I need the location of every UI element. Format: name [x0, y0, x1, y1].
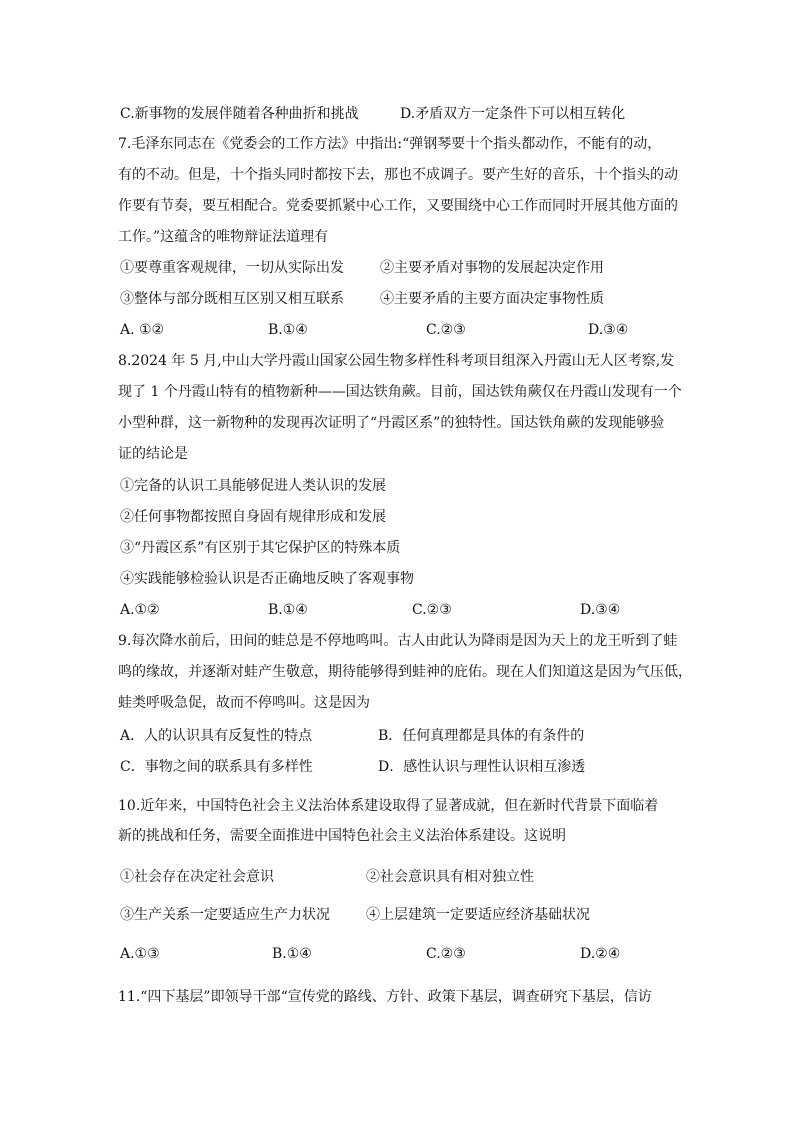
- q8-stem-line: 现了 1 个丹霞山特有的植物新种——国达铁角蕨。目前，国达铁角蕨仅在丹霞山发现有一个: [118, 384, 682, 400]
- q7-stem-line: 7.毛泽东同志在《党委会的工作方法》中指出:“弹钢琴要十个指头都动作，不能有的动，: [118, 136, 662, 152]
- q10-stem-line: 新的挑战和任务，需要全面推进中国特色社会主义法治体系建设。这说明: [118, 828, 566, 844]
- q7-item: ④主要矛盾的主要方面决定事物性质: [380, 291, 604, 307]
- q10-item: ④上层建筑一定要适应经济基础状况: [366, 907, 590, 923]
- q10-option-b: B.①④: [272, 946, 312, 962]
- q9-option-a: A．人的认识具有反复性的特点: [120, 728, 313, 744]
- q8-stem-line: 小型种群，这一新物种的发现再次证明了“丹霞区系”的独特性。国达铁角蕨的发现能够验: [118, 415, 665, 431]
- q9-option-c: C．事物之间的联系具有多样性: [120, 759, 313, 775]
- q7-stem-line: 作要有节奏，要互相配合。党委要抓紧中心工作，又要围绕中心工作而同时开展其他方面的: [118, 198, 678, 214]
- q10-item: ②社会意识具有相对独立性: [366, 869, 534, 885]
- q9-option-b: B．任何真理都是具体的有条件的: [378, 728, 585, 744]
- q8-item: ①完备的认识工具能够促进人类认识的发展: [120, 478, 386, 494]
- q6-option-c: C.新事物的发展伴随着各种曲折和挑战: [120, 106, 359, 122]
- q8-item: ③“丹霞区系”有区别于其它保护区的特殊本质: [120, 540, 401, 556]
- q6-option-d: D.矛盾双方一定条件下可以相互转化: [400, 106, 626, 122]
- q8-option-c: C.②③: [412, 602, 452, 618]
- q10-option-c: C.②③: [426, 946, 466, 962]
- q7-option-a: A. ①②: [120, 322, 165, 338]
- q8-item: ②任何事物都按照自身固有规律形成和发展: [120, 509, 386, 525]
- q8-item: ④实践能够检验认识是否正确地反映了客观事物: [120, 571, 414, 587]
- q10-option-a: A.①③: [120, 946, 160, 962]
- q8-stem-line: 8.2024 年 5 月,中山大学丹霞山国家公园生物多样性科考项目组深入丹霞山无人区考察,发: [118, 353, 675, 369]
- q7-option-b: B.①④: [268, 322, 308, 338]
- q7-option-c: C.②③: [426, 322, 466, 338]
- q7-option-d: D.③④: [588, 322, 629, 338]
- q7-item: ③整体与部分既相互区别又相互联系: [120, 291, 344, 307]
- q9-stem-line: 鸣的缘故，并逐渐对蛙产生敬意，期待能够得到蛙神的庇佑。现在人们知道这是因为气压低，: [118, 664, 692, 680]
- q9-stem-line: 蛙类呼吸急促，故而不停鸣叫。这是因为: [118, 695, 370, 711]
- q10-stem-line: 10.近年来，中国特色社会主义法治体系建设取得了显著成就，但在新时代背景下面临着: [118, 798, 659, 814]
- q8-stem-line: 证的结论是: [118, 446, 188, 462]
- q9-option-d: D．感性认识与理性认识相互渗透: [378, 759, 586, 775]
- q8-option-a: A.①②: [120, 602, 160, 618]
- q7-item: ①要尊重客观规律，一切从实际出发: [120, 260, 344, 276]
- q10-option-d: D.②④: [580, 946, 621, 962]
- q10-item: ③生产关系一定要适应生产力状况: [120, 907, 330, 923]
- q11-stem-line: 11.“四下基层”即领导干部“宣传党的路线、方针、政策下基层，调查研究下基层，信访: [118, 989, 652, 1005]
- q7-stem-line: 工作。”这蕴含的唯物辩证法道理有: [118, 229, 329, 245]
- q10-item: ①社会存在决定社会意识: [120, 869, 274, 885]
- q9-stem-line: 9.每次降水前后，田间的蛙总是不停地鸣叫。古人由此认为降雨是因为天上的龙王听到了蛙: [118, 633, 678, 649]
- q8-option-d: D.③④: [580, 602, 621, 618]
- q7-stem-line: 有的不动。但是，十个指头同时都按下去，那也不成调子。要产生好的音乐，十个指头的动: [118, 167, 678, 183]
- q7-item: ②主要矛盾对事物的发展起决定作用: [380, 260, 604, 276]
- q8-option-b: B.①④: [268, 602, 308, 618]
